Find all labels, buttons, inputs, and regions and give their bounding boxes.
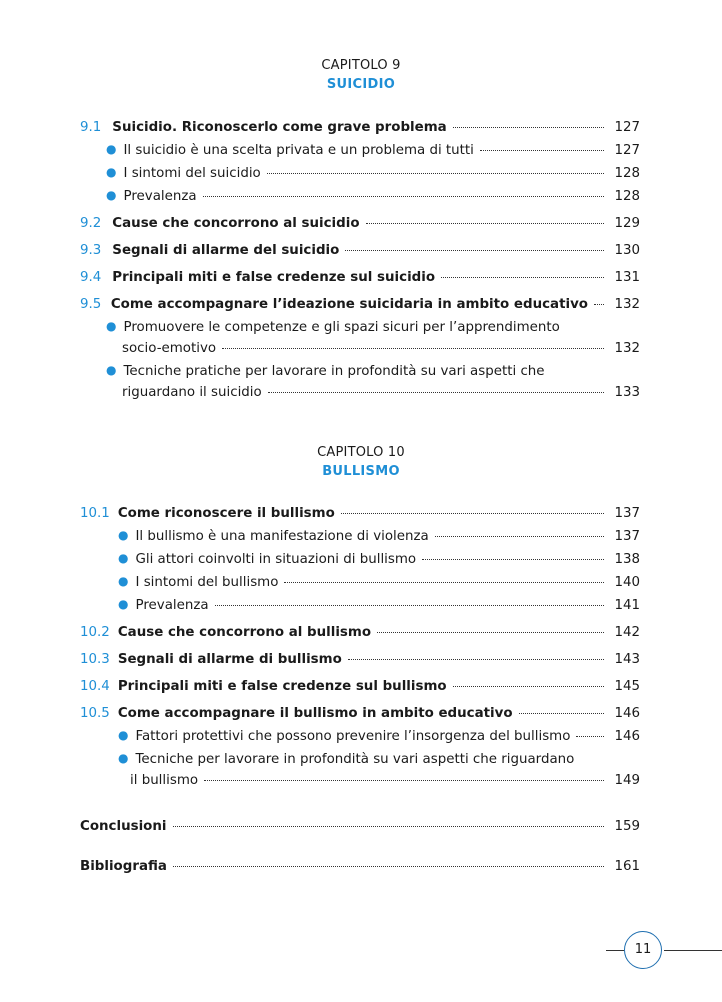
page-ref: 128 [614,189,640,204]
bullet-icon: ● [106,319,117,333]
leader-dots [268,392,604,393]
page-ref: 131 [614,270,640,285]
section-title: Suicidio. Riconoscerlo come grave problema [112,120,447,135]
section-title: Principali miti e false credenze sul suicidio [112,270,436,285]
leader-dots [284,582,604,583]
toc-subentry[interactable] [80,749,640,791]
subsection-title-cont: socio-emotivo [122,341,217,356]
leader-dots [341,513,604,514]
subsection-title: Il bullismo è una manifestazione di violenza [135,529,429,544]
section-title: Come accompagnare l’ideazione suicidaria in ambito educativo [110,297,588,312]
section-number: 10.2 [80,625,110,640]
page-ref: 159 [614,819,640,834]
subsection-title: Tecniche pratiche per lavorare in profondità su vari aspetti che [123,364,545,379]
bullet-icon: ● [106,363,117,377]
section-number: 10.4 [80,679,110,694]
bullet-icon: ● [118,574,129,588]
toc-subentry[interactable] [80,572,640,593]
subsection-title: I sintomi del suicidio [123,166,261,181]
toc-entry-10-2[interactable] [80,622,640,643]
section-title: Come accompagnare il bullismo in ambito educativo [117,706,513,721]
toc-subentry[interactable] [80,140,640,161]
toc-subentry[interactable] [80,549,640,570]
page-number-rule-right [664,950,722,951]
page-ref: 143 [614,652,640,667]
chapter-10-heading [0,445,722,479]
chapter-9-heading [0,58,722,92]
chapter-label: CAPITOLO 10 [317,445,405,460]
toc-entry-10-1[interactable] [80,503,640,524]
toc-subentry[interactable] [80,595,640,616]
bullet-icon: ● [118,728,129,742]
leader-dots [453,127,604,128]
bullet-icon: ● [106,165,117,179]
section-title: Principali miti e false credenze sul bullismo [117,679,447,694]
bullet-icon: ● [118,528,129,542]
toc-entry-bibliografia[interactable] [80,856,640,877]
leader-dots [215,605,604,606]
back-matter-toc [80,816,640,877]
leader-dots [173,826,604,827]
chapter-9-toc [80,117,640,403]
section-title: Cause che concorrono al suicidio [112,216,360,231]
page-ref: 137 [614,506,640,521]
leader-dots [366,223,604,224]
section-title: Bibliografia [80,859,167,874]
page-ref: 127 [614,120,640,135]
section-number: 10.5 [80,706,110,721]
leader-dots [576,736,604,737]
page-ref: 142 [614,625,640,640]
leader-dots [267,173,604,174]
leader-dots [422,559,604,560]
page-ref: 128 [614,166,640,181]
subsection-title: Gli attori coinvolti in situazioni di bullismo [135,552,417,567]
leader-dots [377,632,604,633]
toc-entry-10-4[interactable] [80,676,640,697]
toc-entry-9-3[interactable] [80,240,640,261]
bullet-icon: ● [118,751,129,765]
section-number: 9.2 [80,216,102,231]
section-number: 9.5 [80,297,102,312]
toc-subentry[interactable] [80,317,640,359]
bullet-icon: ● [106,188,117,202]
leader-dots [222,348,604,349]
section-title: Come riconoscere il bullismo [117,506,335,521]
leader-dots [519,713,604,714]
leader-dots [204,780,604,781]
section-title: Segnali di allarme del suicidio [112,243,340,258]
chapter-10-toc [80,503,640,791]
subsection-title: Promuovere le competenze e gli spazi sicuri per l’apprendimento [123,320,560,335]
toc-entry-9-5[interactable] [80,294,640,315]
page-ref: 132 [614,297,640,312]
subsection-title: Prevalenza [135,598,209,613]
toc-subentry[interactable] [80,186,640,207]
toc-entry-9-1[interactable] [80,117,640,138]
toc-entry-9-2[interactable] [80,213,640,234]
section-number: 9.4 [80,270,102,285]
leader-dots [441,277,604,278]
chapter-label: CAPITOLO 9 [321,58,401,73]
section-title: Segnali di allarme di bullismo [117,652,342,667]
leader-dots [435,536,604,537]
page-ref: 149 [614,773,640,788]
leader-dots [345,250,604,251]
leader-dots [348,659,604,660]
toc-entry-9-4[interactable] [80,267,640,288]
chapter-title: BULLISMO [322,464,400,479]
page-ref: 141 [614,598,640,613]
toc-entry-10-5[interactable] [80,703,640,724]
page-ref: 129 [614,216,640,231]
section-number: 10.3 [80,652,110,667]
toc-entry-conclusioni[interactable] [80,816,640,837]
section-number: 9.1 [80,120,102,135]
page-ref: 130 [614,243,640,258]
page-number-rule-left [606,950,624,951]
page-ref: 138 [614,552,640,567]
toc-subentry[interactable] [80,526,640,547]
page-ref: 146 [614,706,640,721]
bullet-icon: ● [118,551,129,565]
section-number: 10.1 [80,506,110,521]
page-ref: 137 [614,529,640,544]
page-ref: 146 [614,729,640,744]
leader-dots [203,196,604,197]
chapter-title: SUICIDIO [326,77,396,92]
toc-entry-10-3[interactable] [80,649,640,670]
page-ref: 133 [614,385,640,400]
bullet-icon: ● [106,142,117,156]
section-title: Conclusioni [80,819,167,834]
leader-dots [594,304,604,305]
subsection-title: I sintomi del bullismo [135,575,279,590]
subsection-title: Il suicidio è una scelta privata e un problema di tutti [123,143,474,158]
toc-subentry[interactable] [80,361,640,403]
subsection-title-cont: il bullismo [130,773,199,788]
page-ref: 127 [614,143,640,158]
section-number: 9.3 [80,243,102,258]
subsection-title: Prevalenza [123,189,197,204]
toc-subentry[interactable] [80,163,640,184]
subsection-title: Fattori protettivi che possono prevenire l’insorgenza del bullismo [135,729,571,744]
leader-dots [453,686,604,687]
subsection-title-cont: riguardano il suicidio [122,385,262,400]
toc-subentry[interactable] [80,726,640,747]
section-title: Cause che concorrono al bullismo [117,625,372,640]
page-ref: 161 [614,859,640,874]
leader-dots [173,866,604,867]
page-ref: 140 [614,575,640,590]
subsection-title: Tecniche per lavorare in profondità su vari aspetti che riguardano [135,752,575,767]
page-number: 11 [624,931,662,969]
bullet-icon: ● [118,597,129,611]
page-ref: 132 [614,341,640,356]
leader-dots [480,150,604,151]
page-ref: 145 [614,679,640,694]
